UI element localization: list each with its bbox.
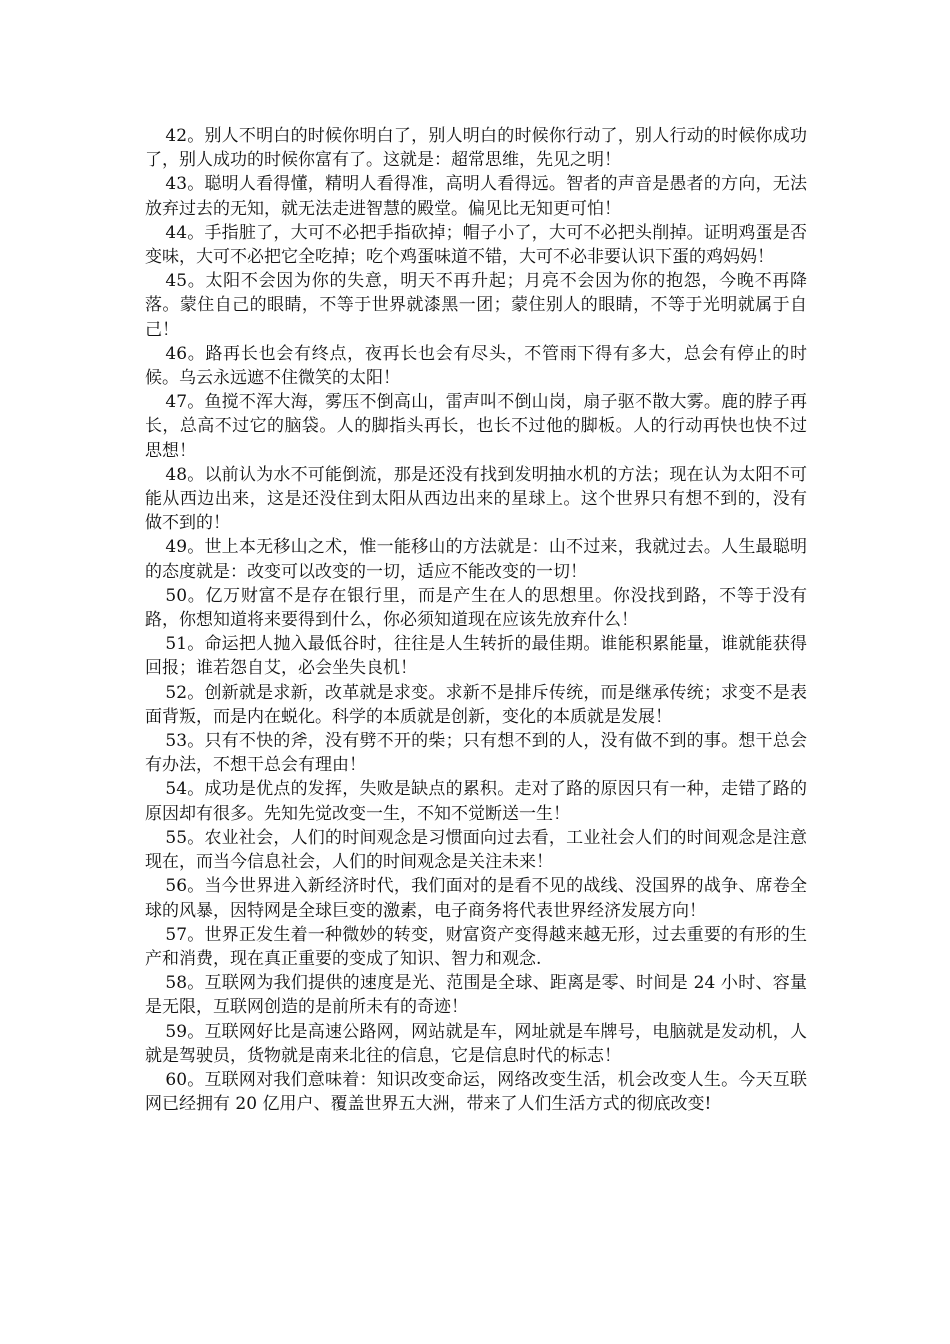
paragraph-53: 53。只有不快的斧，没有劈不开的柴；只有想不到的人，没有做不到的事。想干总会有办法，不想干总会有理由！ bbox=[145, 731, 807, 776]
paragraph-43: 43。聪明人看得懂，精明人看得准，高明人看得远。智者的声音是愚者的方向，无法放弃过去的无知，就无法走进智慧的殿堂。偏见比无知更可怕！ bbox=[145, 174, 807, 219]
paragraph-52: 52。创新就是求新，改革就是求变。求新不是排斥传统，而是继承传统；求变不是表面背叛，而是内在蜕化。科学的本质就是创新，变化的本质就是发展！ bbox=[145, 682, 807, 727]
document-body bbox=[145, 124, 807, 1116]
paragraph-45: 45。太阳不会因为你的失意，明天不再升起；月亮不会因为你的抱怨，今晚不再降落。蒙住自己的眼睛，不等于世界就漆黑一团；蒙住别人的眼睛，不等于光明就属于自己！ bbox=[145, 271, 807, 340]
paragraph-60: 60。互联网对我们意味着：知识改变命运，网络改变生活，机会改变人生。今天互联网已经拥有 20 亿用户、覆盖世界五大洲，带来了人们生活方式的彻底改变! bbox=[145, 1069, 807, 1115]
paragraph-54: 54。成功是优点的发挥，失败是缺点的累积。走对了路的原因只有一种，走错了路的原因却有很多。先知先觉改变一生，不知不觉断送一生！ bbox=[145, 779, 807, 824]
paragraph-59: 59。互联网好比是高速公路网，网站就是车，网址就是车牌号，电脑就是发动机，人就是驾驶员，货物就是南来北往的信息，它是信息时代的标志！ bbox=[145, 1021, 807, 1066]
paragraph-48: 48。以前认为水不可能倒流，那是还没有找到发明抽水机的方法；现在认为太阳不可能从西边出来，这是还没住到太阳从西边出来的星球上。这个世界只有想不到的，没有做不到的！ bbox=[145, 464, 807, 534]
paragraph-42: 42。别人不明白的时候你明白了，别人明白的时候你行动了，别人行动的时候你成功了，别人成功的时候你富有了。这就是：超常思维，先见之明！ bbox=[145, 126, 807, 171]
paragraph-49: 49。世上本无移山之术，惟一能移山的方法就是：山不过来，我就过去。人生最聪明的态度就是：改变可以改变的一切，适应不能改变的一切！ bbox=[145, 537, 807, 582]
paragraph-58: 58。互联网为我们提供的速度是光、范围是全球、距离是零、时间是 24 小时、容量是无限，互联网创造的是前所未有的奇迹！ bbox=[145, 973, 807, 1018]
paragraph-50: 50。亿万财富不是存在银行里，而是产生在人的思想里。你没找到路，不等于没有路，你想知道将来要得到什么，你必须知道现在应该先放弃什么！ bbox=[145, 585, 807, 631]
paragraph-51: 51。命运把人抛入最低谷时，往往是人生转折的最佳期。谁能积累能量，谁就能获得回报；谁若怨自艾，必会坐失良机！ bbox=[145, 634, 807, 679]
paragraph-55: 55。农业社会，人们的时间观念是习惯面向过去看，工业社会人们的时间观念是注意现在，而当今信息社会，人们的时间观念是关注未来！ bbox=[145, 827, 807, 873]
paragraph-44: 44。手指脏了，大可不必把手指砍掉；帽子小了，大可不必把头削掉。证明鸡蛋是否变味，大可不必把它全吃掉；吃个鸡蛋味道不错，大可不必非要认识下蛋的鸡妈妈！ bbox=[145, 222, 807, 268]
paragraph-57: 57。世界正发生着一种微妙的转变，财富资产变得越来越无形，过去重要的有形的生产和消费，现在真正重要的变成了知识、智力和观念. bbox=[145, 924, 807, 969]
paragraph-47: 47。鱼搅不浑大海，雾压不倒高山，雷声叫不倒山岗，扇子驱不散大雾。鹿的脖子再长，总高不过它的脑袋。人的脚指头再长，也长不过他的脚板。人的行动再快也快不过思想！ bbox=[145, 392, 807, 461]
paragraph-56: 56。当今世界进入新经济时代，我们面对的是看不见的战线、没国界的战争、席卷全球的风暴，因特网是全球巨变的激素，电子商务将代表世界经济发展方向！ bbox=[145, 876, 807, 921]
paragraph-46: 46。路再长也会有终点，夜再长也会有尽头，不管雨下得有多大，总会有停止的时候。乌云永远遮不住微笑的太阳！ bbox=[145, 343, 807, 389]
